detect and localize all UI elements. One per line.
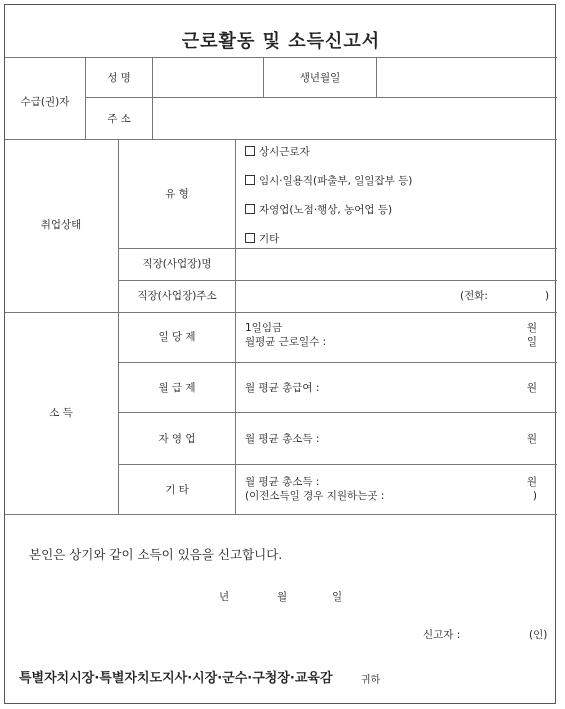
income-section-label: 소 득	[49, 407, 73, 419]
unit-won: 원	[526, 382, 537, 394]
divider	[235, 139, 236, 514]
monthly-salary-field[interactable]: 월 평균 총급여 :	[245, 382, 320, 394]
month-label: 월	[277, 591, 288, 603]
divider	[152, 57, 153, 139]
divider	[85, 57, 86, 139]
declarant-label: 신고자 :	[423, 629, 461, 641]
declaration-statement: 본인은 상기와 같이 소득이 있음을 신고합니다.	[29, 547, 283, 562]
employment-section-label: 취업상태	[40, 219, 82, 231]
self-employed-income-label: 자 영 업	[158, 433, 196, 445]
name-field[interactable]	[155, 59, 261, 95]
workplace-name-field[interactable]	[238, 251, 555, 278]
divider	[118, 412, 557, 413]
seal-mark: (인)	[529, 629, 548, 641]
name-label: 성 명	[107, 72, 131, 84]
other-income-label: 기 타	[165, 484, 189, 496]
divider	[118, 362, 557, 363]
checkbox-icon[interactable]	[245, 175, 255, 185]
divider	[5, 312, 557, 313]
divider	[85, 97, 557, 98]
workplace-address-field[interactable]	[238, 283, 458, 310]
daily-wage-field[interactable]: 1일임금	[245, 322, 283, 334]
address-label: 주 소	[107, 113, 131, 125]
divider	[5, 514, 557, 515]
option-temporary-worker[interactable]: 임시·일용직(파출부, 일일잡부 등)	[245, 174, 412, 188]
day-label: 일	[332, 591, 343, 603]
transfer-income-source-field[interactable]: (이전소득일 경우 지원하는곳 :	[245, 490, 385, 502]
declarant-signature-field[interactable]	[465, 621, 525, 647]
divider	[118, 464, 557, 465]
divider	[118, 280, 557, 281]
workplace-name-label: 직장(사업장)명	[142, 258, 212, 270]
recipient-section-label: 수급(권)자	[20, 96, 70, 108]
checkbox-icon[interactable]	[245, 146, 255, 156]
option-self-employed[interactable]: 자영업(노점·행상, 농어업 등)	[245, 203, 392, 217]
divider	[5, 57, 557, 58]
birth-date-label: 생년월일	[299, 72, 341, 84]
divider	[5, 139, 557, 140]
addressee-title: 특별자치시장·특별자치도지사·시장·군수·구청장·교육감	[19, 671, 333, 686]
address-field[interactable]	[155, 100, 555, 136]
workdays-field[interactable]: 월평균 근로일수 :	[245, 336, 327, 348]
checkbox-icon[interactable]	[245, 204, 255, 214]
other-income-field[interactable]: 월 평균 총소득 :	[245, 476, 320, 488]
year-label: 년	[219, 591, 230, 603]
employment-type-label: 유 형	[165, 188, 189, 200]
phone-label: (전화:	[460, 290, 488, 302]
daily-wage-label: 일 당 제	[158, 331, 196, 343]
option-regular-worker[interactable]: 상시근로자	[245, 145, 310, 159]
close-paren: )	[532, 490, 537, 502]
phone-close-paren: )	[545, 290, 550, 302]
divider	[263, 57, 264, 97]
divider	[118, 139, 119, 514]
self-employed-income-field[interactable]: 월 평균 총소득 :	[245, 433, 320, 445]
workplace-address-label: 직장(사업장)주소	[137, 290, 217, 302]
unit-won: 원	[526, 322, 537, 334]
unit-day: 일	[526, 336, 537, 348]
divider	[376, 57, 377, 97]
unit-won: 원	[526, 476, 537, 488]
income-report-form	[4, 4, 556, 704]
monthly-salary-label: 월 급 제	[158, 382, 196, 394]
addressee-suffix: 귀하	[361, 675, 381, 686]
unit-won: 원	[526, 433, 537, 445]
option-other[interactable]: 기타	[245, 232, 279, 246]
form-title: 근로활동 및 소득신고서	[181, 31, 381, 52]
checkbox-icon[interactable]	[245, 233, 255, 243]
divider	[118, 248, 557, 249]
birth-date-field[interactable]	[379, 59, 555, 95]
